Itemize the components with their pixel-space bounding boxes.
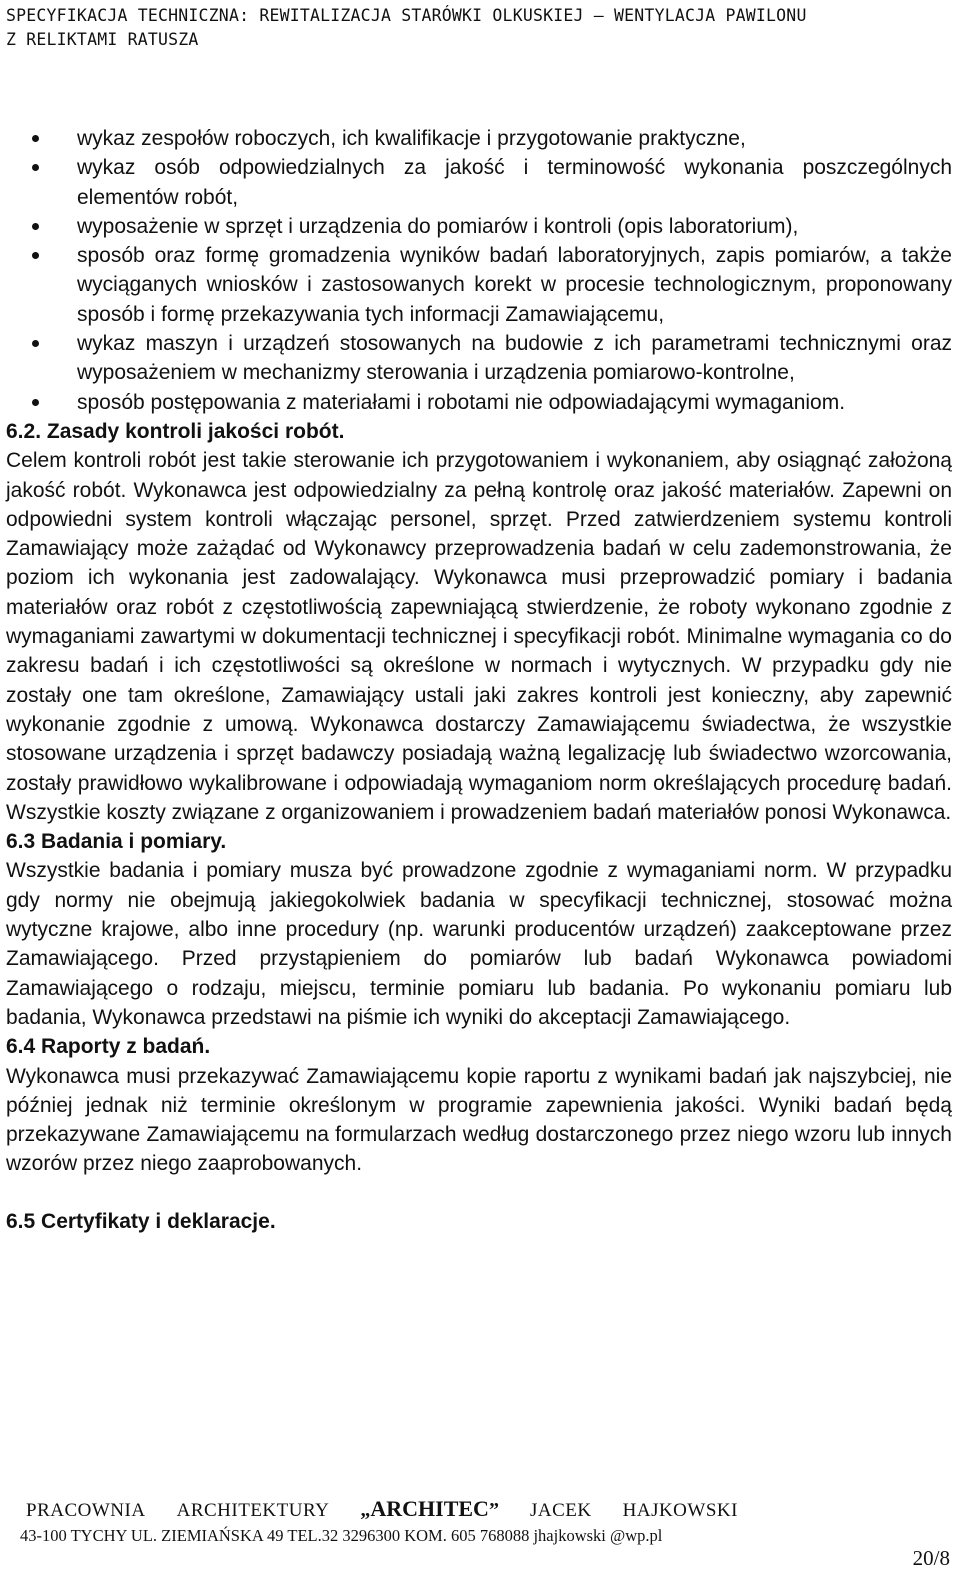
list-item: wyposażenie w sprzęt i urządzenia do pomiarów i kontroli (opis laboratorium),	[6, 212, 952, 241]
bullet-icon	[32, 252, 39, 259]
page-footer	[0, 1494, 960, 1574]
page-number: 20/8	[912, 1546, 950, 1570]
footer-word: ARCHITEKTURY	[176, 1500, 330, 1521]
header-title-line-2: Z RELIKTAMI RATUSZA	[6, 30, 199, 49]
section-heading-6-3: 6.3 Badania i pomiary.	[6, 830, 227, 854]
list-item: wykaz maszyn i urządzeń stosowanych na budowie z ich parametrami technicznymi oraz wyposażeniem w mechanizmy sterowania i urządzenia pomiarowo-kontrolne,	[6, 329, 952, 388]
list-item: sposób oraz formę gromadzenia wyników badań laboratoryjnych, zapis pomiarów, a także wyciąganych wniosków i zastosowanych korekt w procesie technologicznym, proponowany sposób i formę przekazywania tych informacji Zamawiającemu,	[6, 241, 952, 329]
footer-address: 43-100 TYCHY UL. ZIEMIAŃSKA 49 TEL.32 3296300 KOM. 605 768088 jhajkowski @wp.pl	[20, 1526, 663, 1545]
section-heading-6-5: 6.5 Certyfikaty i deklaracje.	[6, 1209, 276, 1233]
section-text-6-4: Wykonawca musi przekazywać Zamawiającemu kopie raportu z wynikami badań jak najszybciej, nie później jednak niż terminie określonym w programie zapewnienia jakości. Wyniki badań będą przekazywane Zamawiającemu na formularzach według dostarczonego przez niego wzoru lub innych wzorów przez niego zaaprobowanych.	[6, 1064, 952, 1176]
company-logo: „ARCHITEC”	[360, 1496, 499, 1521]
footer-word: HAJKOWSKI	[622, 1500, 738, 1521]
list-item: sposób postępowania z materiałami i robotami nie odpowiadającymi wymaganiom.	[6, 388, 952, 417]
requirements-list	[6, 124, 952, 417]
header-title-line-1: SPECYFIKACJA TECHNICZNA: REWITALIZACJA STARÓWKI OLKUSKIEJ – WENTYLACJA PAWILONU	[6, 6, 807, 25]
spacer	[6, 1179, 952, 1207]
section-text-6-3: Wszystkie badania i pomiary musza być prowadzone zgodnie z wymaganiami norm. W przypadku gdy normy nie obejmują jakiegokolwiek badania w specyfikacji technicznej, stosować można wytyczne krajowe, albo inne procedury (np. warunki producentów urządzeń) zaakceptowane przez Zamawiającego. Przed przystąpieniem do pomiarów lub badań Wykonawca powiadomi Zamawiającego o rodzaju, miejscu, terminie pomiaru lub badania. Po wykonaniu pomiaru lub badania, Wykonawca przedstawi na piśmie ich wyniki do akceptacji Zamawiającego.	[6, 859, 952, 1029]
bullet-icon	[32, 135, 39, 142]
section-heading-6-2: 6.2. Zasady kontroli jakości robót.	[6, 419, 345, 443]
bullet-icon	[32, 164, 39, 171]
page-header	[6, 4, 954, 52]
bullet-icon	[32, 340, 39, 347]
footer-word: PRACOWNIA	[26, 1500, 146, 1521]
list-item: wykaz zespołów roboczych, ich kwalifikacje i przygotowanie praktyczne,	[6, 124, 952, 153]
footer-company-line	[26, 1496, 738, 1522]
section-heading-6-4: 6.4 Raporty z badań.	[6, 1035, 211, 1059]
list-item: wykaz osób odpowiedzialnych za jakość i terminowość wykonania poszczególnych elementów robót,	[6, 153, 952, 212]
footer-word: JACEK	[529, 1500, 592, 1521]
bullet-icon	[32, 223, 39, 230]
bullet-icon	[32, 399, 39, 406]
document-body	[6, 124, 952, 1236]
section-text-6-2: Celem kontroli robót jest takie sterowanie ich przygotowaniem i wykonaniem, aby osiągnąć założoną jakość robót. Wykonawca jest odpowiedzialny za pełną kontrolę oraz jakość materiałów. Zapewni on odpowiedni system kontroli włączając personel, sprzęt. Przed zatwierdzeniem systemu kontroli Zamawiający może zażądać od Wykonawcy przeprowadzenia badań w celu zademonstrowania, że poziom ich wykonania jest zadowalający. Wykonawca musi przeprowadzić pomiary i badania materiałów oraz robót z częstotliwością zapewniającą stwierdzenie, że roboty wykonano zgodnie z wymaganiami zawartymi w dokumentacji technicznej i specyfikacji robót. Minimalne wymagania co do zakresu badań i ich częstotliwości są określone w normach i wytycznych. W przypadku gdy nie zostały one tam określone, Zamawiający ustali jaki zakres kontroli jest konieczny, aby zapewnić wykonanie zgodnie z umową. Wykonawca dostarczy Zamawiającemu świadectwa, że wszystkie stosowane urządzenia i sprzęt badawczy posiadają ważną legalizację lub świadectwo wzorcowania, zostały prawidłowo wykalibrowane i odpowiadają wymaganiom norm określających procedurę badań. Wszystkie koszty związane z organizowaniem i prowadzeniem badań materiałów ponosi Wykonawca.	[6, 449, 952, 824]
